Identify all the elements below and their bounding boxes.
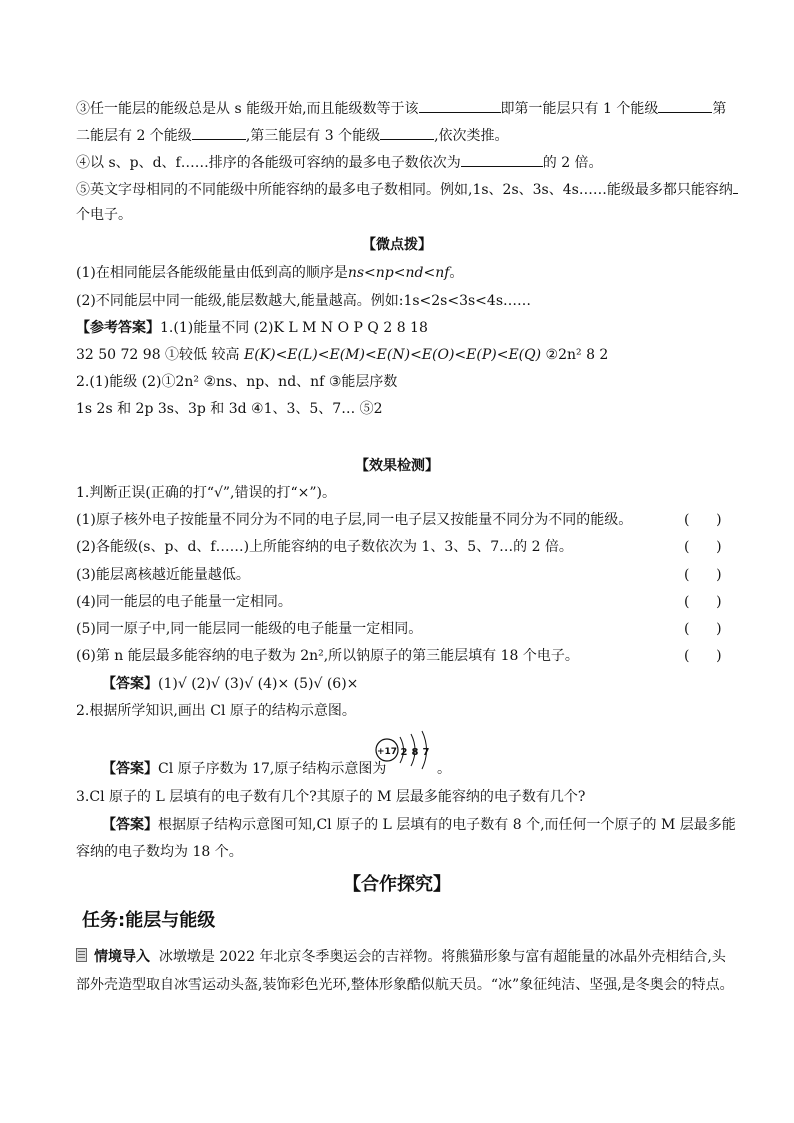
explore-heading: 【合作探究】 — [343, 874, 451, 895]
ref-answer-label: 【参考答案】 — [76, 320, 160, 336]
answer-parentheses: ( ) — [684, 567, 722, 583]
shell-electrons-2: 8 — [411, 747, 419, 758]
rule-3-text: 第 — [712, 101, 727, 117]
rule-3-text: ③任一能层的能级总是从 s 能级开始,而且能级数等于该 — [76, 101, 419, 117]
blank — [380, 125, 434, 140]
question-1: 1.判断正误(正确的打“√”,错误的打“×”)。 — [76, 485, 337, 501]
answer-label: 【答案】 — [102, 676, 158, 692]
answer-label: 【答案】 — [102, 761, 158, 777]
answer-2-period: 。 — [437, 761, 451, 777]
context-intro-line1 — [94, 948, 726, 966]
blank — [419, 98, 501, 113]
ref-answer-line1 — [76, 319, 428, 337]
question-2: 2.根据所学知识,画出 Cl 原子的结构示意图。 — [76, 703, 356, 719]
rule-3-line2 — [76, 125, 509, 145]
answer-parentheses: ( ) — [684, 648, 722, 664]
shell-electrons-3: 7 — [422, 747, 430, 758]
answer-3-line2: 容纳的电子数均为 18 个。 — [76, 844, 243, 860]
rule-3-text: 即第一能层只有 1 个能级 — [500, 101, 659, 117]
rule-5-text: 个电子。 — [76, 207, 132, 223]
ref-answer-energy-order: E(K)<E(L)<E(M)<E(N)<E(O)<E(P)<E(Q) — [243, 347, 542, 363]
tip-2: (2)不同能层中同一能级,能层数越大,能量越高。例如:1s<2s<3s<4s…… — [76, 293, 532, 309]
rule-5-line1 — [76, 179, 738, 199]
document-icon — [76, 948, 87, 962]
ref-answer-line2 — [76, 346, 608, 364]
answer-parentheses: ( ) — [684, 594, 722, 610]
answer-parentheses: ( ) — [684, 621, 722, 637]
ref-answer-line4: 1s 2s 和 2p 3s、3p 和 3d ④1、3、5、7… ⑤2 — [76, 401, 383, 417]
answer-1 — [102, 675, 358, 693]
rule-3-text: 二能层有 2 个能级 — [76, 128, 192, 144]
answer-text: 根据原子结构示意图可知,Cl 原子的 L 层填有的电子数有 8 个,而任何一个原子的 M 层最多能 — [158, 817, 736, 833]
judge-item-1: (1)原子核外电子按能量不同分为不同的电子层,同一电子层又按能量不同分为不同的能级。 — [76, 512, 633, 528]
answer-parentheses: ( ) — [684, 539, 722, 555]
ref-answer-text: 32 50 72 98 ①较低 较高 — [76, 347, 244, 363]
rule-3-text: ,第三能层有 3 个能级 — [245, 128, 381, 144]
blank — [192, 125, 246, 140]
answer-2 — [102, 760, 386, 778]
ref-answer-text: ②2n² 8 2 — [541, 347, 609, 363]
ref-answer-text: 1.(1)能量不同 (2)K L M N O P Q 2 8 18 — [160, 320, 428, 336]
answer-3-line1 — [102, 816, 736, 834]
context-intro-line2: 部外壳造型取自冰雪运动头盔,装饰彩色光环,整体形象酷似航天员。“冰”象征纯洁、坚强,是冬奥会的特点。 — [76, 977, 734, 993]
context-text: 冰墩墩是 2022 年北京冬季奥运会的吉祥物。将熊猫形象与富有超能量的冰晶外壳相结合,头 — [158, 949, 726, 965]
rule-4-line — [76, 152, 603, 172]
answer-text: (1)√ (2)√ (3)√ (4)× (5)√ (6)× — [158, 676, 359, 692]
nucleus-charge: +17 — [376, 747, 398, 757]
tip-1 — [76, 264, 463, 282]
judge-item-2: (2)各能级(s、p、d、f……)上所能容纳的电子数依次为 1、3、5、7…的 2 倍。 — [76, 539, 573, 555]
tip-1-text: 。 — [449, 265, 464, 281]
question-3: 3.Cl 原子的 L 层填有的电子数有几个?其原子的 M 层最多能容纳的电子数有几个? — [76, 789, 586, 805]
blank — [461, 152, 543, 167]
task-title: 任务:能层与能级 — [82, 910, 216, 931]
judge-item-5: (5)同一原子中,同一能层同一能级的电子能量一定相同。 — [76, 621, 423, 637]
context-label: 情境导入 — [94, 949, 150, 965]
answer-parentheses: ( ) — [684, 512, 722, 528]
blank — [658, 98, 712, 113]
rule-5-line2 — [76, 206, 132, 224]
tip-1-text: (1)在相同能层各能级能量由低到高的顺序是 — [76, 265, 348, 281]
cl-atom-structure-diagram — [374, 725, 444, 775]
rule-4-text: ④以 s、p、d、f……排序的各能级可容纳的最多电子数依次为 — [76, 155, 461, 171]
rule-3-text: ,依次类推。 — [434, 128, 509, 144]
rule-3-line1 — [76, 98, 726, 118]
judge-item-6: (6)第 n 能层最多能容纳的电子数为 2n²,所以钠原子的第三能层填有 18 个电子。 — [76, 648, 579, 664]
shell-electrons-1: 2 — [400, 747, 408, 758]
answer-text: Cl 原子序数为 17,原子结构示意图为 — [158, 761, 387, 777]
rule-5-text: ⑤英文字母相同的不同能级中所能容纳的最多电子数相同。例如,1s、2s、3s、4s……能级最多都只能容纳 — [76, 182, 733, 198]
check-heading: 【效果检测】 — [355, 458, 439, 474]
blank — [733, 179, 738, 194]
tip-heading: 【微点拨】 — [362, 237, 432, 253]
answer-label: 【答案】 — [102, 817, 158, 833]
judge-item-4: (4)同一能层的电子能量一定相同。 — [76, 594, 292, 610]
ref-answer-line3: 2.(1)能级 (2)①2n² ②ns、np、nd、nf ③能层序数 — [76, 374, 398, 390]
judge-item-3: (3)能层离核越近能量越低。 — [76, 567, 250, 583]
rule-4-text: 的 2 倍。 — [542, 155, 603, 171]
tip-1-formula: ns<np<nd<nf — [347, 265, 450, 281]
